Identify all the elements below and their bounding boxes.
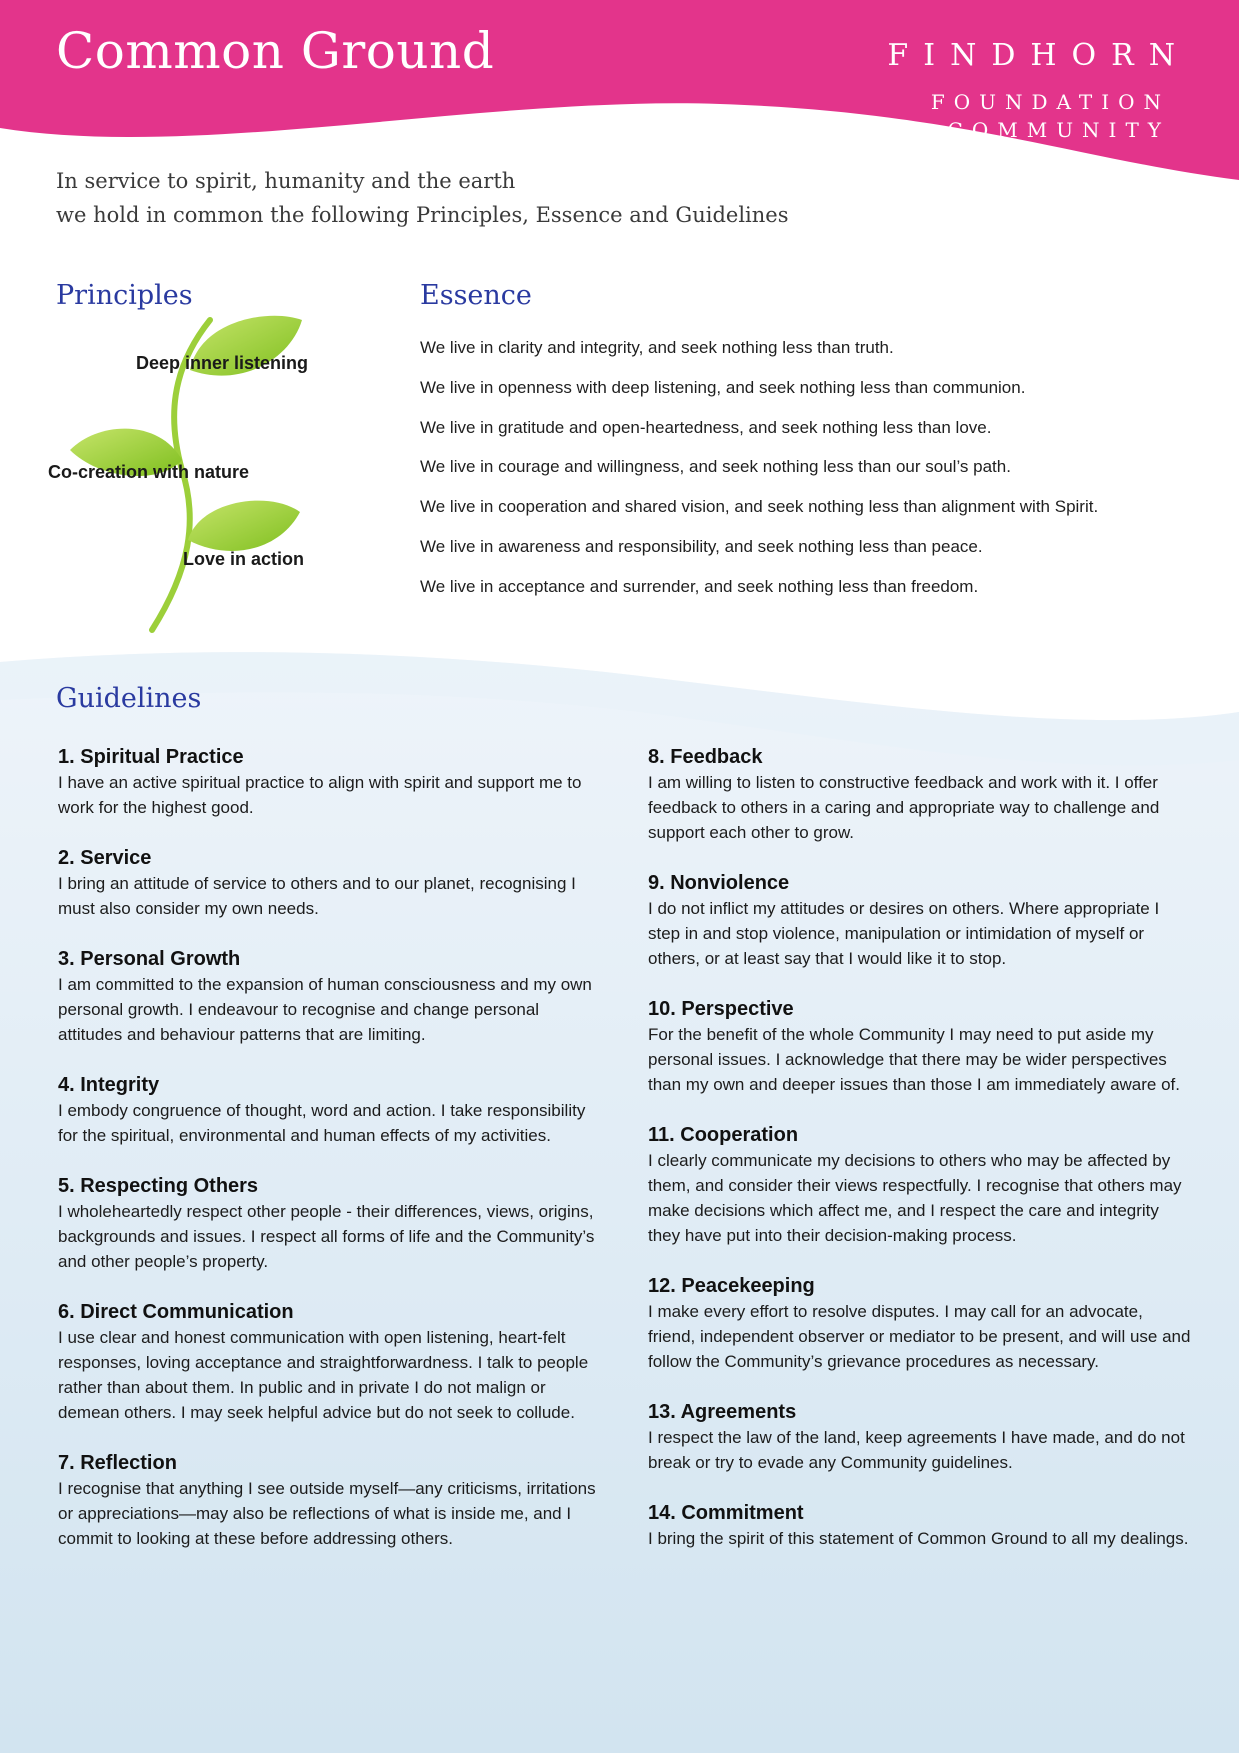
org-name: FINDHORN xyxy=(887,38,1190,73)
guideline-reflection xyxy=(58,1451,603,1551)
guideline-peacekeeping xyxy=(648,1274,1193,1374)
guideline-text: I am willing to listen to constructive feedback and work with it. I offer feedback to others in a caring and appropriate way to challenge and support each other to grow. xyxy=(648,773,1160,842)
guideline-text: For the benefit of the whole Community I may need to put aside my personal issues. I acknowledge that there may be wider perspectives than my own and deeper issues than those I am immediately aware of. xyxy=(648,1025,1181,1094)
guidelines-left-column xyxy=(58,745,603,1577)
principle-co-creation-with-nature: Co-creation with nature xyxy=(48,462,250,482)
guideline-title: 8. Feedback xyxy=(648,746,763,768)
guideline-title: 4. Integrity xyxy=(58,1074,160,1096)
principle-deep-inner-listening: Deep inner listening xyxy=(136,353,309,373)
guideline-text: I clearly communicate my decisions to others who may be affected by them, and consider their views respectfully. I recognise that others may make decisions which affect me, and I respect the care and integrity they have put into their decision-making process. xyxy=(648,1151,1182,1245)
guideline-agreements xyxy=(648,1400,1193,1475)
org-subtitle-foundation: FOUNDATION xyxy=(930,90,1170,114)
essence-line: We live in courage and willingness, and seek nothing less than our soul’s path. xyxy=(420,457,1011,477)
guideline-title: 3. Personal Growth xyxy=(58,948,241,970)
guideline-title: 13. Agreements xyxy=(648,1401,797,1423)
guideline-text: I recognise that anything I see outside myself—any criticisms, irritations or appreciations—may also be reflections of what is inside me, and I commit to looking at these before addressing others. xyxy=(58,1479,596,1548)
guideline-personal-growth xyxy=(58,947,603,1047)
essence-line: We live in clarity and integrity, and seek nothing less than truth. xyxy=(420,338,894,357)
essence-list xyxy=(420,338,1098,617)
essence-line: We live in gratitude and open-heartedness, and seek nothing less than love. xyxy=(420,417,992,437)
guideline-service xyxy=(58,846,603,921)
guideline-respecting-others xyxy=(58,1174,603,1274)
guideline-spiritual-practice xyxy=(58,745,603,820)
guideline-text: I embody congruence of thought, word and action. I take responsibility for the spiritual, environmental and human effects of my activities. xyxy=(58,1101,586,1145)
guideline-title: 6. Direct Communication xyxy=(58,1301,294,1323)
guideline-nonviolence xyxy=(648,871,1193,971)
leaf-bottom xyxy=(188,501,300,551)
guideline-text: I respect the law of the land, keep agreements I have made, and do not break or try to evade any Community guidelines. xyxy=(648,1428,1185,1472)
guideline-integrity xyxy=(58,1073,603,1148)
guideline-cooperation xyxy=(648,1123,1193,1248)
essence-line: We live in cooperation and shared vision, and seek nothing less than alignment with Spirit. xyxy=(420,497,1099,517)
intro-line-2: we hold in common the following Principles, Essence and Guidelines xyxy=(56,203,789,227)
guideline-text: I wholeheartedly respect other people - their differences, views, origins, backgrounds and issues. I respect all forms of life and the Community’s and other people’s property. xyxy=(58,1202,595,1271)
guideline-commitment xyxy=(648,1501,1193,1551)
guideline-title: 5. Respecting Others xyxy=(58,1175,259,1197)
guideline-title: 7. Reflection xyxy=(58,1452,177,1474)
guideline-text: I am committed to the expansion of human consciousness and my own personal growth. I endeavour to recognise and change personal attitudes and behaviour patterns that are limiting. xyxy=(58,975,592,1044)
guideline-text: I have an active spiritual practice to align with spirit and support me to work for the highest good. xyxy=(58,773,582,817)
org-subtitle-community: COMMUNITY xyxy=(947,118,1170,142)
guideline-title: 14. Commitment xyxy=(648,1502,804,1524)
intro-statement xyxy=(56,164,788,232)
essence-heading: Essence xyxy=(420,280,532,311)
guideline-text: I do not inflict my attitudes or desires on others. Where appropriate I step in and stop violence, manipulation or intimidation of myself or others, or at least say that I would like it to stop. xyxy=(648,899,1160,968)
guideline-text: I make every effort to resolve disputes. I may call for an advocate, friend, independent observer or mediator to be present, and will use and follow the Community’s grievance procedures as necessary. xyxy=(648,1302,1191,1371)
guideline-text: I bring the spirit of this statement of Common Ground to all my dealings. xyxy=(648,1529,1189,1548)
essence-line: We live in awareness and responsibility, and seek nothing less than peace. xyxy=(420,536,983,556)
intro-line-1: In service to spirit, humanity and the earth xyxy=(56,169,516,193)
guideline-title: 1. Spiritual Practice xyxy=(58,746,244,768)
guideline-title: 2. Service xyxy=(58,847,152,869)
guideline-title: 10. Perspective xyxy=(648,998,794,1020)
guideline-title: 12. Peacekeeping xyxy=(648,1275,815,1297)
guideline-direct-communication xyxy=(58,1300,603,1425)
guideline-title: 11. Cooperation xyxy=(648,1124,799,1146)
guideline-text: I bring an attitude of service to others and to our planet, recognising I must also consider my own needs. xyxy=(58,874,576,918)
guideline-text: I use clear and honest communication with open listening, heart-felt responses, loving acceptance and straightforwardness. I talk to people rather than about them. In public and in private I do not malign or demean others. I may seek helpful advice but do not seek to collude. xyxy=(58,1328,589,1422)
guidelines-right-column xyxy=(648,745,1193,1577)
guideline-title: 9. Nonviolence xyxy=(648,872,790,894)
page-title: Common Ground xyxy=(56,22,495,80)
principles-heading: Principles xyxy=(56,280,193,311)
guidelines-heading: Guidelines xyxy=(56,683,202,714)
principle-love-in-action: Love in action xyxy=(183,549,305,569)
guideline-feedback xyxy=(648,745,1193,845)
essence-line: We live in acceptance and surrender, and seek nothing less than freedom. xyxy=(420,576,979,596)
essence-line: We live in openness with deep listening, and seek nothing less than communion. xyxy=(420,377,1026,397)
guideline-perspective xyxy=(648,997,1193,1097)
